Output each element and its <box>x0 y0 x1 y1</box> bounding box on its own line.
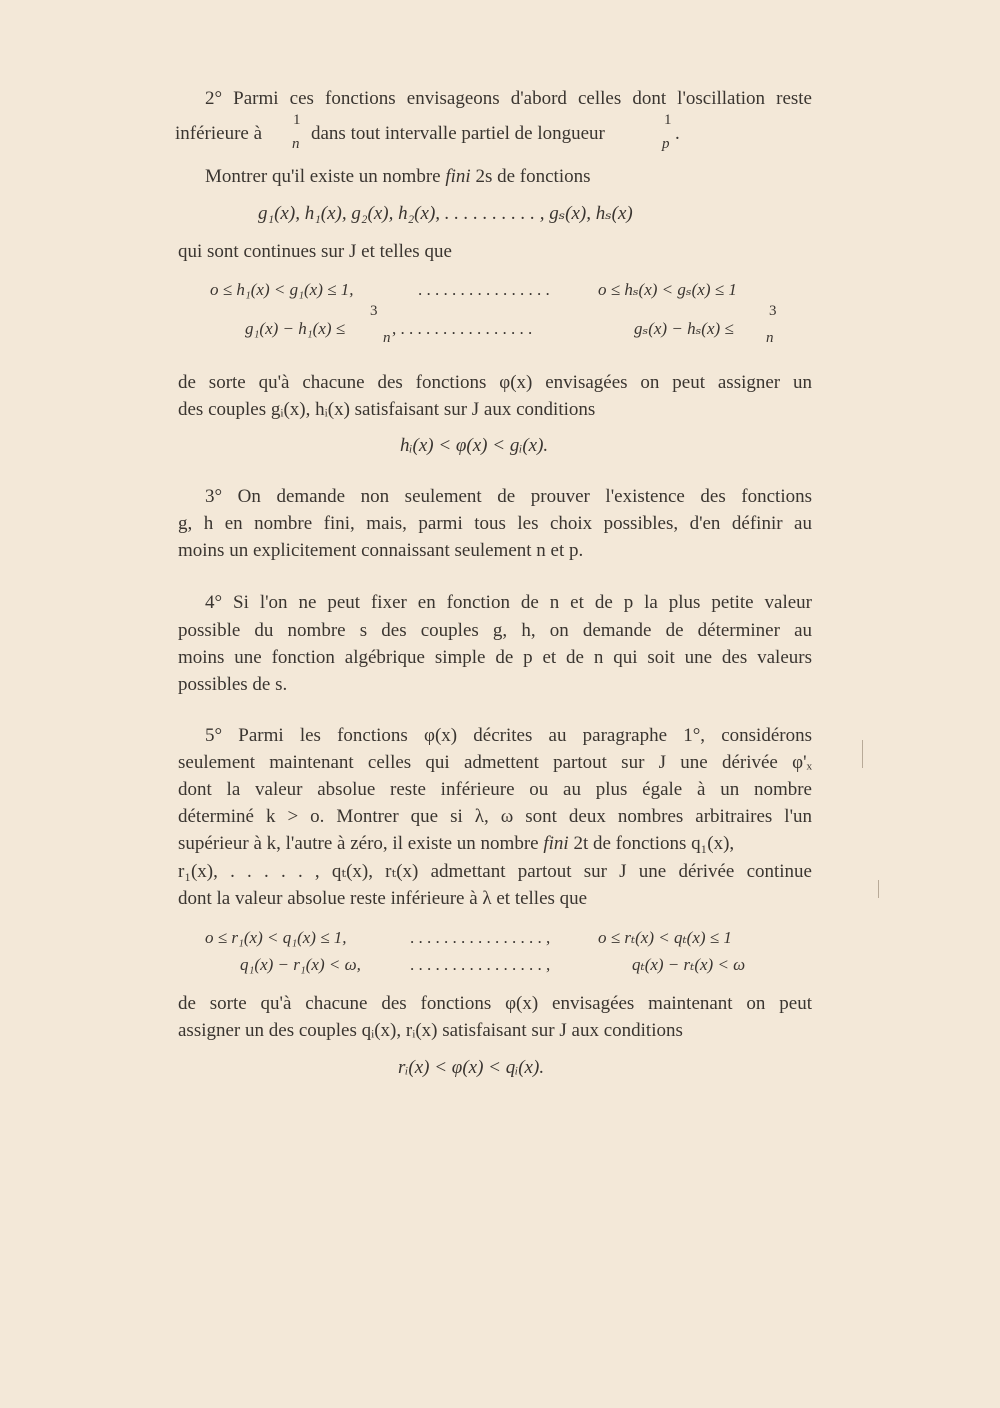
p3-line-3: moins un explicitement connaissant seulement n et p. <box>178 540 584 561</box>
inequality-1-left: o ≤ h₁(x) < g₁(x) ≤ 1, <box>210 280 354 299</box>
inequality-4-right: qₜ(x) − rₜ(x) < ω <box>632 955 746 974</box>
emphasis-fini-2: fini <box>543 833 569 854</box>
p5-line-5c: 2t de fonctions q₁(x), <box>568 833 735 854</box>
inequality-3-left: o ≤ r₁(x) < q₁(x) ≤ 1, <box>205 928 347 947</box>
p2-line-2a: inférieure à <box>175 123 263 144</box>
p5-line-5a: supérieur à k, l'autre à zéro, il existe un nombre <box>178 833 544 854</box>
p2-line-5: de sorte qu'à chacune des fonctions φ(x) envisagées on peut assigner un <box>178 372 812 393</box>
p5-line-2: seulement maintenant celles qui admettent partout sur J une dérivée φ'ₓ <box>178 752 812 773</box>
p5-line-5 <box>178 832 812 856</box>
p5-line-1: 5° Parmi les fonctions φ(x) décrites au paragraphe 1°, considérons <box>205 725 812 746</box>
inequality-2-left-numerator: 3 <box>370 303 378 319</box>
p3-line-1: 3° On demande non seulement de prouver l'existence des fonctions <box>205 486 812 507</box>
p2-line-1: 2° Parmi ces fonctions envisageons d'abord celles dont l'oscillation reste <box>205 88 812 109</box>
p5-line-8: de sorte qu'à chacune des fonctions φ(x) envisagées maintenant on peut <box>178 993 812 1014</box>
inequality-3-dots: . . . . . . . . . . . . . . . . , <box>410 928 551 947</box>
inequality-1-right: o ≤ hₛ(x) < gₛ(x) ≤ 1 <box>598 280 737 299</box>
fraction-1-numerator: 1 <box>293 112 301 128</box>
p5-line-7: dont la valeur absolue reste inférieure à λ et telles que <box>178 888 588 909</box>
inequality-3-right: o ≤ rₜ(x) < qₜ(x) ≤ 1 <box>598 928 732 947</box>
margin-mark <box>862 740 863 768</box>
p4-line-1: 4° Si l'on ne peut fixer en fonction de n et de p la plus petite valeur <box>205 592 812 613</box>
inequality-2-dots: , . . . . . . . . . . . . . . . . <box>392 319 533 338</box>
p2-line-6: des couples gᵢ(x), hᵢ(x) satisfaisant sur J aux conditions <box>178 399 596 420</box>
inequality-2-right-numerator: 3 <box>769 303 777 319</box>
p2-line-3 <box>205 165 591 189</box>
inequality-2-right: gₛ(x) − hₛ(x) ≤ <box>634 319 734 338</box>
p4-line-2: possible du nombre s des couples g, h, on demande de déterminer au <box>178 620 812 641</box>
p3-line-2: g, h en nombre fini, mais, parmi tous les choix possibles, d'en définir au <box>178 513 812 534</box>
emphasis-fini: fini <box>445 166 471 187</box>
inequality-2-left: g₁(x) − h₁(x) ≤ <box>245 319 346 338</box>
margin-mark <box>878 880 879 898</box>
p4-line-3: moins une fonction algébrique simple de p et de n qui soit une des valeurs <box>178 647 812 668</box>
fraction-1-denominator: n <box>292 136 300 152</box>
formula-condition-g-h: hᵢ(x) < φ(x) < gᵢ(x). <box>400 435 549 456</box>
fraction-2-numerator: 1 <box>664 112 672 128</box>
inequality-4-left: q₁(x) − r₁(x) < ω, <box>240 955 361 974</box>
p5-line-4: déterminé k > o. Montrer que si λ, ω sont deux nombres arbitraires l'un <box>178 806 812 827</box>
p5-line-6: r₁(x), . . . . . , qₜ(x), rₜ(x) admettant partout sur J une dérivée continue <box>178 861 812 882</box>
p4-line-4: possibles de s. <box>178 674 288 695</box>
inequality-2-left-denominator: n <box>383 330 391 346</box>
formula-functions-g-h: g₁(x), h₁(x), g₂(x), h₂(x), . . . . . . . . . . , gₛ(x), hₛ(x) <box>258 203 633 224</box>
p5-line-9: assigner un des couples qᵢ(x), rᵢ(x) satisfaisant sur J aux conditions <box>178 1020 683 1041</box>
p2-line-2b: dans tout intervalle partiel de longueur <box>311 123 605 144</box>
p2-line-3c: 2s de fonctions <box>470 166 591 187</box>
inequality-4-dots: . . . . . . . . . . . . . . . . , <box>410 955 551 974</box>
inequality-1-dots: . . . . . . . . . . . . . . . . <box>418 280 550 299</box>
fraction-2-denominator: p <box>662 136 670 152</box>
p5-line-3: dont la valeur absolue reste inférieure ou au plus égale à un nombre <box>178 779 812 800</box>
p2-line-2c: . <box>675 123 680 144</box>
inequality-2-right-denominator: n <box>766 330 774 346</box>
p2-line-3a: Montrer qu'il existe un nombre <box>205 166 446 187</box>
formula-condition-q-r: rᵢ(x) < φ(x) < qᵢ(x). <box>398 1057 545 1078</box>
p2-line-4: qui sont continues sur J et telles que <box>178 241 452 262</box>
